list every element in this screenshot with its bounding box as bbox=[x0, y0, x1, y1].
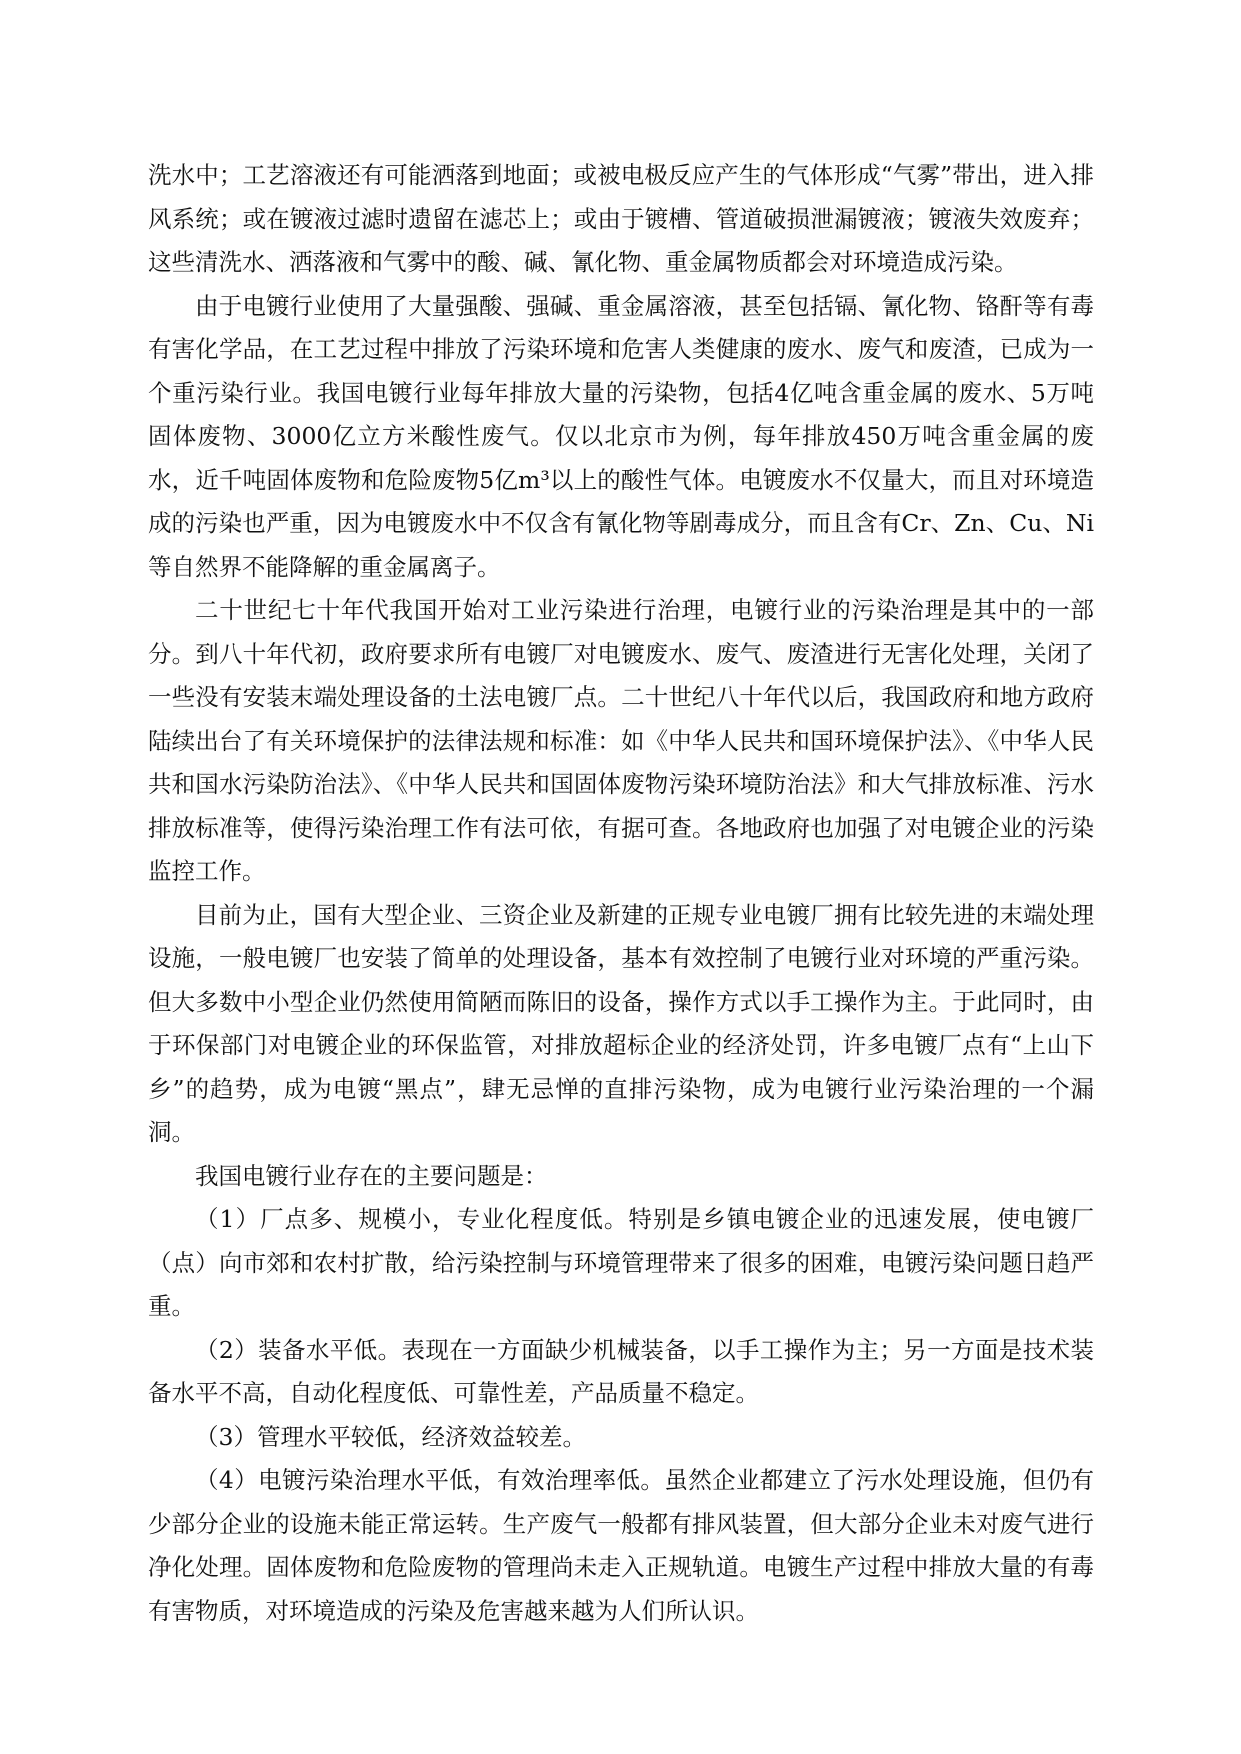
paragraph-pollution-governance-history: 二十世纪七十年代我国开始对工业污染进行治理，电镀行业的污染治理是其中的一部分。到八十年代初，政府要求所有电镀厂对电镀废水、废气、废渣进行无害化处理，关闭了一些没有安装末端处理设备的土法电镀厂点。二十世纪八十年代以后，我国政府和地方政府陆续出台了有关环境保护的法律法规和标准：如《中华人民共和国环境保护法》、《中华人民共和国水污染防治法》、《中华人民共和国固体废物污染环境防治法》和大气排放标准、污水排放标准等，使得污染治理工作有法可依，有据可查。各地政府也加强了对电镀企业的污染监控工作。 bbox=[148, 596, 1094, 885]
paragraph-continuation: 洗水中；工艺溶液还有可能洒落到地面；或被电极反应产生的气体形成“气雾”带出，进入排风系统；或在镀液过滤时遗留在滤芯上；或由于镀槽、管道破损泄漏镀液；镀液失效废弃；这些清洗水、洒落液和气雾中的酸、碱、氰化物、重金属物质都会对环境造成污染。 bbox=[148, 161, 1094, 276]
paragraph-pollution-sources: 由于电镀行业使用了大量强酸、强碱、重金属溶液，甚至包括镉、氰化物、铬酐等有毒有害化学品，在工艺过程中排放了污染环境和危害人类健康的废水、废气和废渣，已成为一个重污染行业。我国电镀行业每年排放大量的污染物，包括4亿吨含重金属的废水、5万吨固体废物、3000亿立方米酸性废气。仅以北京市为例，每年排放450万吨含重金属的废水，近千吨固体废物和危险废物5亿m³以上的酸性气体。电镀废水不仅量大，而且对环境造成的污染也严重，因为电镀废水中不仅含有氰化物等剧毒成分，而且含有Cr、Zn、Cu、Ni等自然界不能降解的重金属离子。 bbox=[148, 291, 1094, 581]
list-item-problem-4: （4）电镀污染治理水平低，有效治理率低。虽然企业都建立了污水处理设施，但仍有少部分企业的设施未能正常运转。生产废气一般都有排风装置，但大部分企业未对废气进行净化处理。固体废物和危险废物的管理尚未走入正规轨道。电镀生产过程中排放大量的有毒有害物质，对环境造成的污染及危害越来越为人们所认识。 bbox=[148, 1466, 1094, 1625]
paragraph-main-problems-intro: 我国电镀行业存在的主要问题是： bbox=[195, 1161, 548, 1190]
list-item-problem-1: （1）厂点多、规模小，专业化程度低。特别是乡镇电镀企业的迅速发展，使电镀厂（点）向市郊和农村扩散，给污染控制与环境管理带来了很多的困难，电镀污染问题日趋严重。 bbox=[148, 1205, 1094, 1320]
list-item-problem-3: （3）管理水平较低，经济效益较差。 bbox=[195, 1422, 586, 1451]
list-item-problem-2: （2）装备水平低。表现在一方面缺少机械装备，以手工操作为主；另一方面是技术装备水平不高，自动化程度低、可靠性差，产品质量不稳定。 bbox=[148, 1335, 1094, 1407]
paragraph-current-status: 目前为止，国有大型企业、三资企业及新建的正规专业电镀厂拥有比较先进的末端处理设施，一般电镀厂也安装了简单的处理设备，基本有效控制了电镀行业对环境的严重污染。但大多数中小型企业仍然使用简陋而陈旧的设备，操作方式以手工操作为主。于此同时，由于环保部门对电镀企业的环保监管，对排放超标企业的经济处罚，许多电镀厂点有“上山下乡”的趋势，成为电镀“黑点”，肆无忌惮的直排污染物，成为电镀行业污染治理的一个漏洞。 bbox=[148, 900, 1094, 1146]
document-page bbox=[148, 154, 1094, 1633]
